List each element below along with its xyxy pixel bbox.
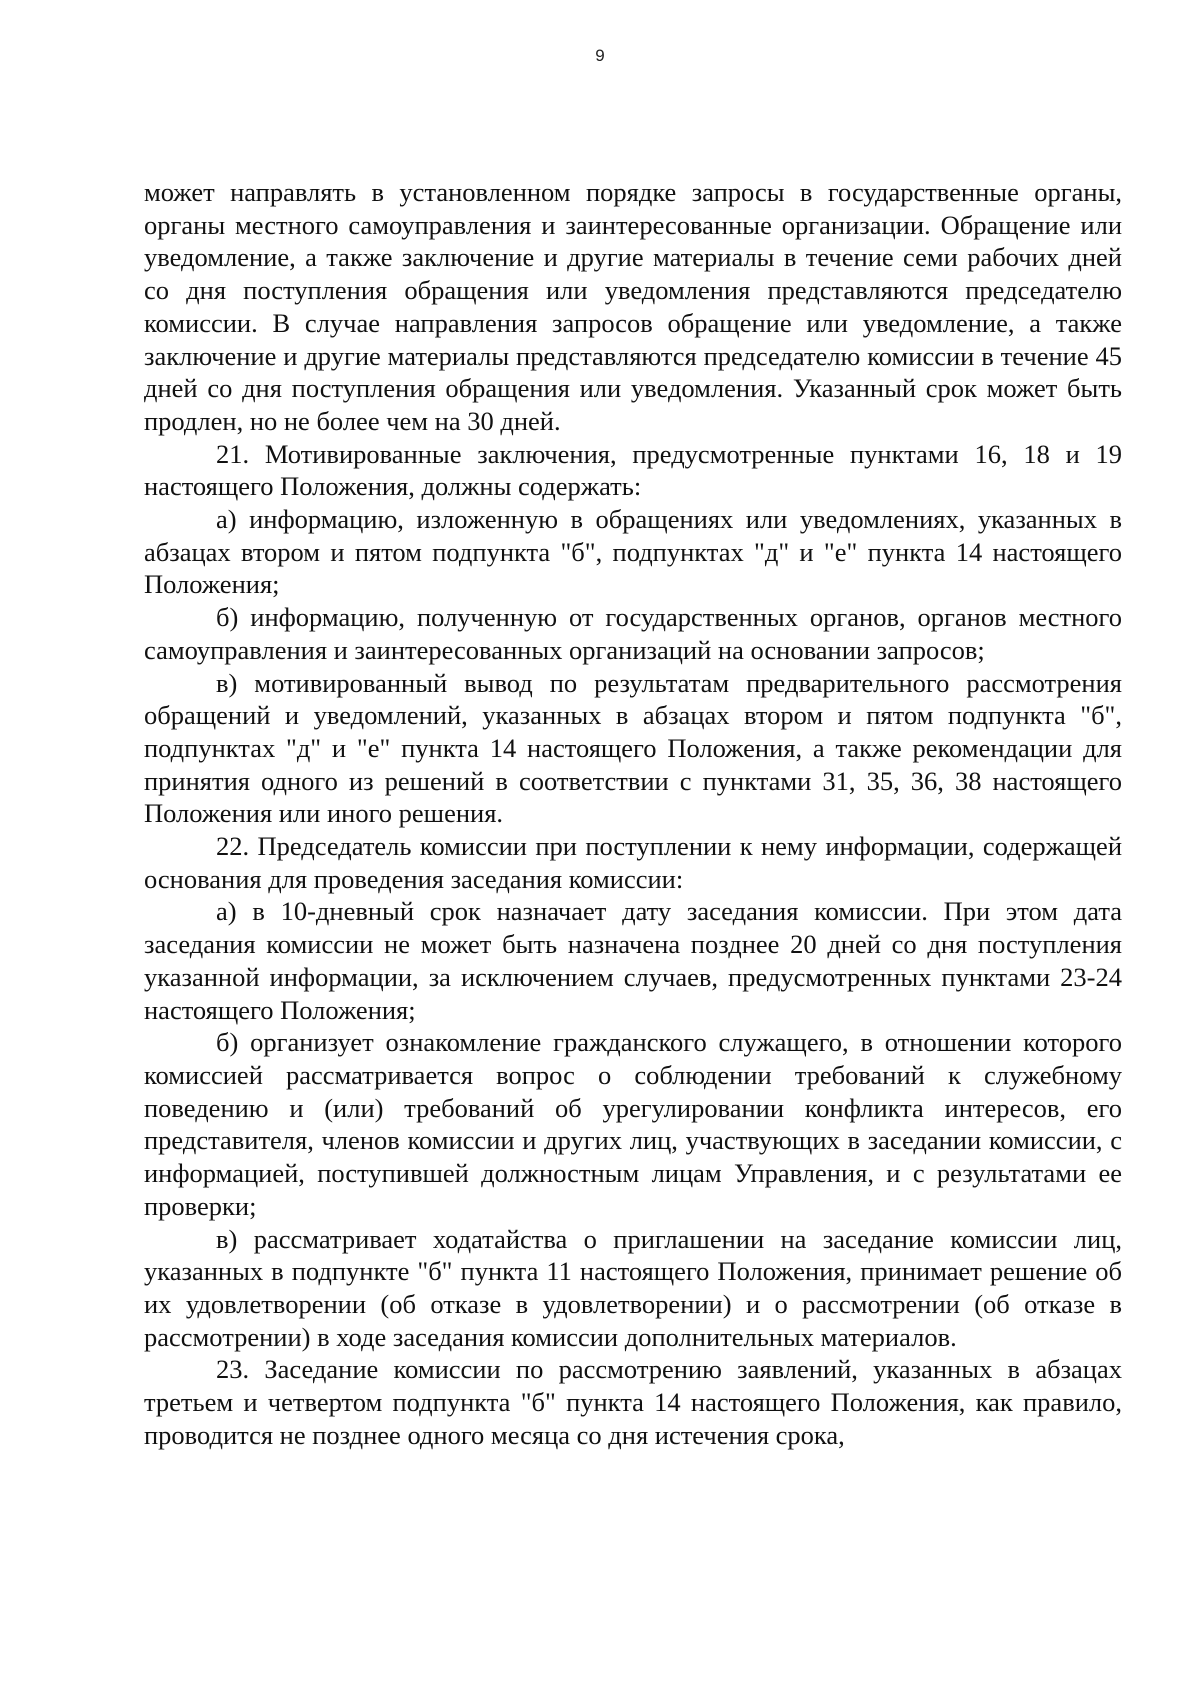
paragraph-item-21-v: в) мотивированный вывод по результатам предварительного рассмотрения обращений и уведомлений, указанных в абзацах втором и пятом подпункта "б", подпунктах "д" и "е" пункта 14 настоящего Положения, а также рекомендации для принятия одного из решений в соответствии с пунктами 31, 35, 36, 38 настоящего Положения или иного решения.	[144, 667, 1122, 829]
paragraph-item-21: 21. Мотивированные заключения, предусмотренные пунктами 16, 18 и 19 настоящего Положения, должны содержать:	[144, 438, 1122, 502]
paragraph-item-22-b: б) организует ознакомление гражданского служащего, в отношении которого комиссией рассматривается вопрос о соблюдении требований к служебному поведению и (или) требований об урегулировании конфликта интересов, его представителя, членов комиссии и других лиц, участвующих в заседании комиссии, с информацией, поступившей должностным лицам Управления, и с результатами ее проверки;	[144, 1027, 1122, 1221]
paragraph-item-21-b: б) информацию, полученную от государственных органов, органов местного самоуправления и заинтересованных организаций на основании запросов;	[144, 602, 1122, 665]
paragraph-continuation: может направлять в установленном порядке запросы в государственные органы, органы местного самоуправления и заинтересованные организации. Обращение или уведомление, а также заключение и другие материалы в течение семи рабочих дней со дня поступления обращения или уведомления представляются председателю комиссии. В случае направления запросов обращение или уведомление, а также заключение и другие материалы представляются председателю комиссии в течение 45 дней со дня поступления обращения или уведомления. Указанный срок может быть продлен, но не более чем на 30 дней.	[144, 177, 1122, 436]
document-body	[144, 176, 1122, 1451]
paragraph-item-21-a: а) информацию, изложенную в обращениях или уведомлениях, указанных в абзацах втором и пятом подпункта "б", подпунктах "д" и "е" пункта 14 настоящего Положения;	[144, 504, 1122, 600]
paragraph-item-23: 23. Заседание комиссии по рассмотрению заявлений, указанных в абзацах третьем и четвертом подпункта "б" пункта 14 настоящего Положения, как правило, проводится не позднее одного месяца со дня истечения срока,	[144, 1354, 1122, 1450]
page-number: 9	[595, 46, 605, 65]
paragraph-item-22: 22. Председатель комиссии при поступлении к нему информации, содержащей основания для проведения заседания комиссии:	[144, 831, 1122, 894]
paragraph-item-22-a: а) в 10-дневный срок назначает дату заседания комиссии. При этом дата заседания комиссии не может быть назначена позднее 20 дней со дня поступления указанной информации, за исключением случаев, предусмотренных пунктами 23-24 настоящего Положения;	[144, 896, 1122, 1025]
paragraph-item-22-v: в) рассматривает ходатайства о приглашении на заседание комиссии лиц, указанных в подпункте "б" пункта 11 настоящего Положения, принимает решение об их удовлетворении (об отказе в удовлетворении) и о рассмотрении (об отказе в рассмотрении) в ходе заседания комиссии дополнительных материалов.	[144, 1223, 1122, 1352]
